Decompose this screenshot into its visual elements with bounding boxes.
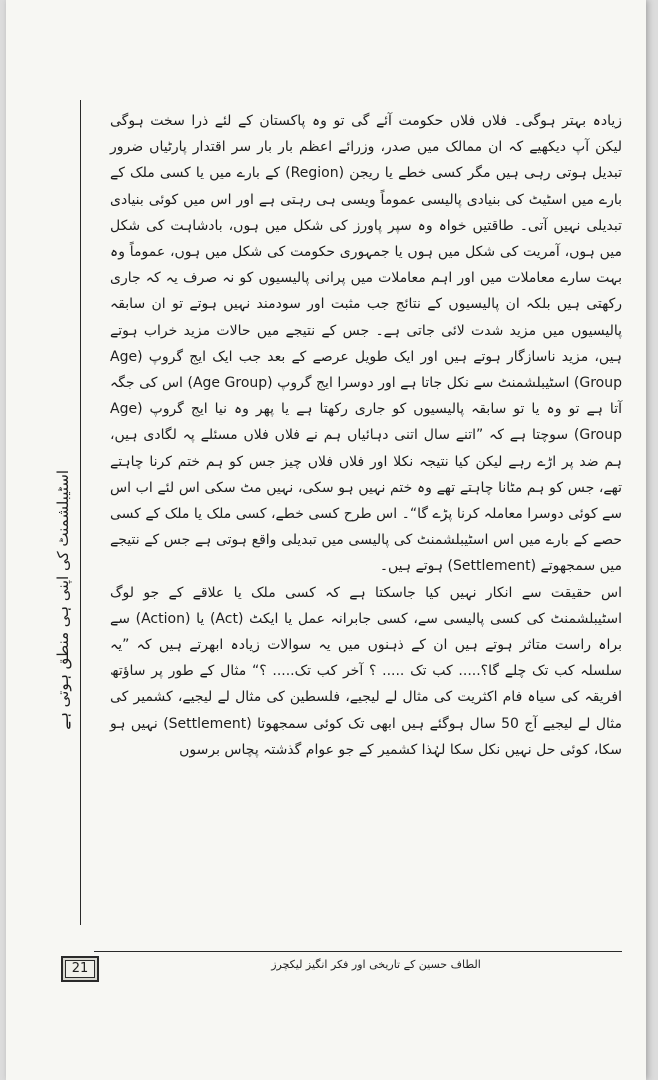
page-number-box [61,956,99,982]
chapter-sidebar [52,100,86,930]
chapter-title: اسٹیبلشمنٹ کی اپنی ہی منطق ہوتی ہے [54,470,72,730]
page-number: 21 [65,960,95,978]
paragraph-1: زیادہ بہتر ہوگی۔ فلاں فلاں حکومت آئے گی تو وہ پاکستان کے لئے ذرا سخت ہوگی لیکن آپ دیکھیے کہ ان ممالک میں صدر، وزرائے اعظم بار بار سر اقتدار پارٹیاں ضرور تبدیل ہوتی رہی ہیں مگر کسی خطے یا ریجن (Region) کے بارے میں یا کسی ملک کے بارے میں اسٹیٹ کی بنیادی پالیسی عموماً ویسی ہی رہتی ہے اور اس میں کوئی بنیادی تبدیلی نہیں آتی۔ طاقتیں خواہ وہ سپر پاورز کی شکل میں ہوں، بادشاہت کی شکل میں ہوں، آمریت کی شکل میں ہوں یا جمہوری حکومت کی شکل میں ہوں، عموماً وہ بہت سارے معاملات میں اور اہم معاملات میں پرانی پالیسیوں کو نہ صرف یہ کہ جاری رکھتی ہیں بلکہ ان پالیسیوں کے نتائج جب مثبت اور سودمند نہیں ہوتے تو ان سابقہ پالیسیوں میں مزید شدت لائی جاتی ہے۔ جس کے نتیجے میں حالات مزید خراب ہوتے ہیں، مزید ناسازگار ہوتے ہیں اور ایک طویل عرصے کے بعد جب ایک ایج گروپ (Age Group) اسٹیبلشمنٹ سے نکل جاتا ہے اور دوسرا ایج گروپ (Age Group) اس کی جگہ آتا ہے تو وہ یا تو سابقہ پالیسیوں کو جاری رکھتا ہے یا پھر وہ نیا ایج گروپ (Age Group) سوچتا ہے کہ ”اتنے سال اتنی دہائیاں ہم نے فلاں فلاں مسئلے پہ لگادی ہیں، ہم ضد پر اڑے رہے لیکن کیا نتیجہ نکلا اور فلاں فلاں چیز جس کو ہم ختم کرنا چاہتے تھے، جس کو ہم مٹانا چاہتے تھے وہ ختم نہیں ہو سکی، نہیں مٹ سکی اس لئے اب اس سے کوئی دوسرا معاملہ کرنا پڑے گا“۔ اس طرح کسی خطے، کسی ملک یا ملک کے کسی حصے کے بارے میں اس اسٹیبلشمنٹ کی پالیسی میں تبدیلی واقع ہوتی ہے جس کے نتیجے میں سمجھوتے (Settlement) ہوتے ہیں۔ [110,113,622,575]
sidebar-vertical-rule [80,100,81,925]
body-text [110,108,622,763]
book-page [6,0,646,1080]
paragraph-2: اس حقیقت سے انکار نہیں کیا جاسکتا ہے کہ کسی ملک یا علاقے کے جو لوگ اسٹیبلشمنٹ کی کسی پالیسی سے، کسی جابرانہ عمل یا ایکٹ (Act) یا (Action) سے براہ راست متاثر ہوتے ہیں ان کے ذہنوں میں یہ سوالات زیادہ ابھرتے ہیں کہ ”یہ سلسلہ کب تک چلے گا؟..... کب تک ..... ؟ آخر کب تک..... ؟“ مثال کے طور پر ساؤتھ افریقہ کی سیاہ فام اکثریت کی مثال لے لیجیے، فلسطین کی مثال لے لیجیے، کشمیر کی مثال لے لیجیے آج 50 سال ہوگئے ہیں ابھی تک کوئی سمجھوتا (Settlement) نہیں ہو سکا، کوئی حل نہیں نکل سکا لہٰذا کشمیر کے جو عوام گذشتہ پچاس برسوں [110,584,622,758]
running-footer-title: الطاف حسین کے تاریخی اور فکر انگیز لیکچرز [271,958,481,971]
footer-rule [94,951,622,952]
